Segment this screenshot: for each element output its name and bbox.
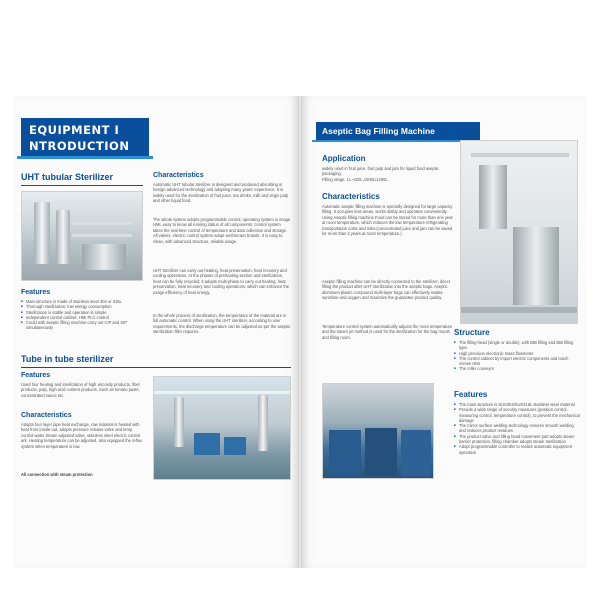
tube-features-text: Used four heating and sterilization of high viscosity products, fiber products, pulp, high acid content products. Such as tomato paste, concentrated sauce etc.	[21, 382, 141, 398]
structure-heading: Structure	[454, 328, 490, 337]
list-item: ■ Could with aseptic filling machine carry out CIP and SIP simultaneously	[21, 320, 143, 331]
tank-shape	[174, 397, 184, 447]
blue-pump-shape	[194, 433, 220, 455]
application-heading: Application	[322, 154, 366, 163]
characteristics-heading: Characteristics	[153, 172, 204, 179]
banner-accent-line	[17, 156, 153, 159]
blue-drum-shape	[401, 430, 431, 476]
list-item: ■ Adopt programmable controller to realize automatic equipment operation	[454, 444, 580, 455]
list-item: ■ The roller conveyor	[454, 366, 580, 371]
tube-sterilizer-title: Tube in tube sterilizer	[21, 354, 114, 364]
application-text: widely used in fruit juice, fruit pulp and jam for liquid food aseptic packaging.	[322, 166, 439, 177]
list-item: ■ Provide a wide range of security measures (position control, measuring control, temperature control), to prevent the mechanical damage	[454, 407, 580, 423]
uht-sterilizer-title: UHT tubular Sterilizer	[21, 172, 114, 182]
characteristics-paragraph-3: UHT Sterilizer can carry out heating, heat preservation, heat recovery and cooling operations. At the phases of preheating section and sterilization, heat can be fully recycled; it adopts multi-phase to carry out heating, heat preservation, heat recovery and cooling operations, which can enhance the usage efficiency of heat energy.	[153, 268, 290, 295]
pipe-shape	[154, 391, 291, 394]
right-page	[302, 96, 587, 568]
equipment-introduction-banner	[21, 118, 149, 158]
list-item: ■ The control cabinet by import electric components and touch screen HMI	[454, 356, 580, 367]
banner-line-2: NTRODUCTION	[29, 139, 130, 153]
machine-shape	[513, 227, 559, 305]
characteristics-paragraph-2: Aseptic filling machine can be directly connected to the sterilizer, direct filling the product after UHT sterilization into the aseptic bags. Aseptic aluminum plastic compound multi-layer bags can effectively isolate sunshine and oxygen and maximize the guarantee product quality.	[322, 279, 450, 301]
structure-list	[454, 340, 580, 372]
features-list	[454, 402, 580, 455]
tank-shape	[34, 202, 50, 264]
list-item: ■ Independent control cabinet, HMI PLC control	[21, 315, 143, 320]
left-page	[13, 96, 298, 568]
tube-characteristics-heading: Characteristics	[21, 412, 72, 419]
characteristics-paragraph-1: Automatic aseptic filling machine is specially designed for large capacity filling. It occupies less areas, works stably and operates conveniently. Using Aseptic filling machine Food can be stored for more than one year at room temperature, which reduces the low temperature refrigerating transportation costs and risks.(concentrated juice and jam can be saved for more than 2 years at room temperature.)	[322, 204, 453, 237]
features-heading: Features	[454, 390, 488, 399]
list-item: ■ The main structure is SUS304/SUS316L stainless steel material	[454, 402, 580, 407]
list-item: ■ The product valve and filling head movement part adopts steam barrier protection, filling chamber adopts steam sterilization	[454, 434, 580, 445]
features-list	[21, 299, 143, 331]
conveyor-shape	[461, 307, 578, 313]
tank-shape	[258, 395, 268, 451]
characteristics-paragraph-4: In the whole process of sterilization, the temperature of the material are in full automatic control. When using the UHT sterilizer, according to user requirements, the discharge temperature can be adjusted as per the aseptic sterilization filler requires.	[153, 313, 291, 335]
pipe-shape	[72, 234, 132, 237]
pipe-shape	[471, 153, 569, 157]
filled-bags-photo	[322, 383, 434, 479]
tube-features-heading: Features	[21, 372, 51, 379]
aseptic-filling-machine-photo	[460, 140, 578, 324]
banner-line-1: EQUIPMENT I	[29, 123, 120, 137]
list-item: ■ The mirror surface welding technology ensures smooth welding and reduces product residues	[454, 423, 580, 434]
blue-drum-shape	[329, 430, 361, 476]
uht-title-underline	[21, 185, 143, 186]
tube-title-underline	[21, 367, 291, 368]
aseptic-bag-filling-banner: Aseptic Bag Filling Machine	[316, 122, 480, 140]
list-item: ■ High precision electronic mass flowmeter	[454, 351, 580, 356]
list-item: ■ Sterilization is stable and operation is simple	[21, 310, 143, 315]
characteristics-paragraph-2: The whole system adopts programmable control, operating system is image HMI, easy to know all running status of all components; control system takes the real-time control of temperature and data collection and storage. All valves, electric control system adopt well-known brands. It is easy to clean, with advanced structure, reliable usage.	[153, 217, 291, 244]
features-heading: Features	[21, 289, 51, 296]
characteristics-heading: Characteristics	[322, 192, 380, 201]
blue-drum-shape	[365, 428, 397, 476]
characteristics-paragraph-3: Temperature control system automatically adjusts the room temperature and the steam jet method is used for the sterilization for the bag mouth and filling room.	[322, 324, 453, 340]
uht-sterilizer-photo	[21, 191, 143, 281]
steam-protection-note: All connection with steam protection	[21, 472, 93, 477]
list-item: ■ The filling head (single or double), with BIB filling and BIB filling type.	[454, 340, 580, 351]
machine-shape	[82, 244, 126, 270]
list-item: ■ Thorough sterilization, low energy consumption	[21, 304, 143, 309]
tube-characteristics-text: Adopts four layer pipe heat exchange, raw material is heated with heat from inside-out, adopts pressure release valve and temp control water Steam adjusted valve, stainless steel electric control ark. Heating temperature can be adjusted, also equipped the reflux system when temperature is low.	[21, 422, 143, 449]
list-item: ■ Main structure is made of stainless steel 304 or 316L	[21, 299, 143, 304]
filling-range-text: Filling range: 1L~220L,1000L/1400L	[322, 177, 388, 182]
blue-pump-shape	[224, 437, 246, 455]
tube-sterilizer-photo	[153, 376, 291, 480]
characteristics-paragraph-1: Automatic UHT tubular sterilizer is designed and produced absorbing in foreign advanced technology and adopting many years' experience. It is widely used for the sterilization of fruit juice, tea drinks, milk and virgin pulp and other liquid food.	[153, 182, 289, 204]
tank-shape	[56, 210, 70, 264]
banner-accent-line	[312, 140, 484, 142]
machine-shape	[479, 165, 507, 229]
pipe-shape	[72, 222, 132, 225]
